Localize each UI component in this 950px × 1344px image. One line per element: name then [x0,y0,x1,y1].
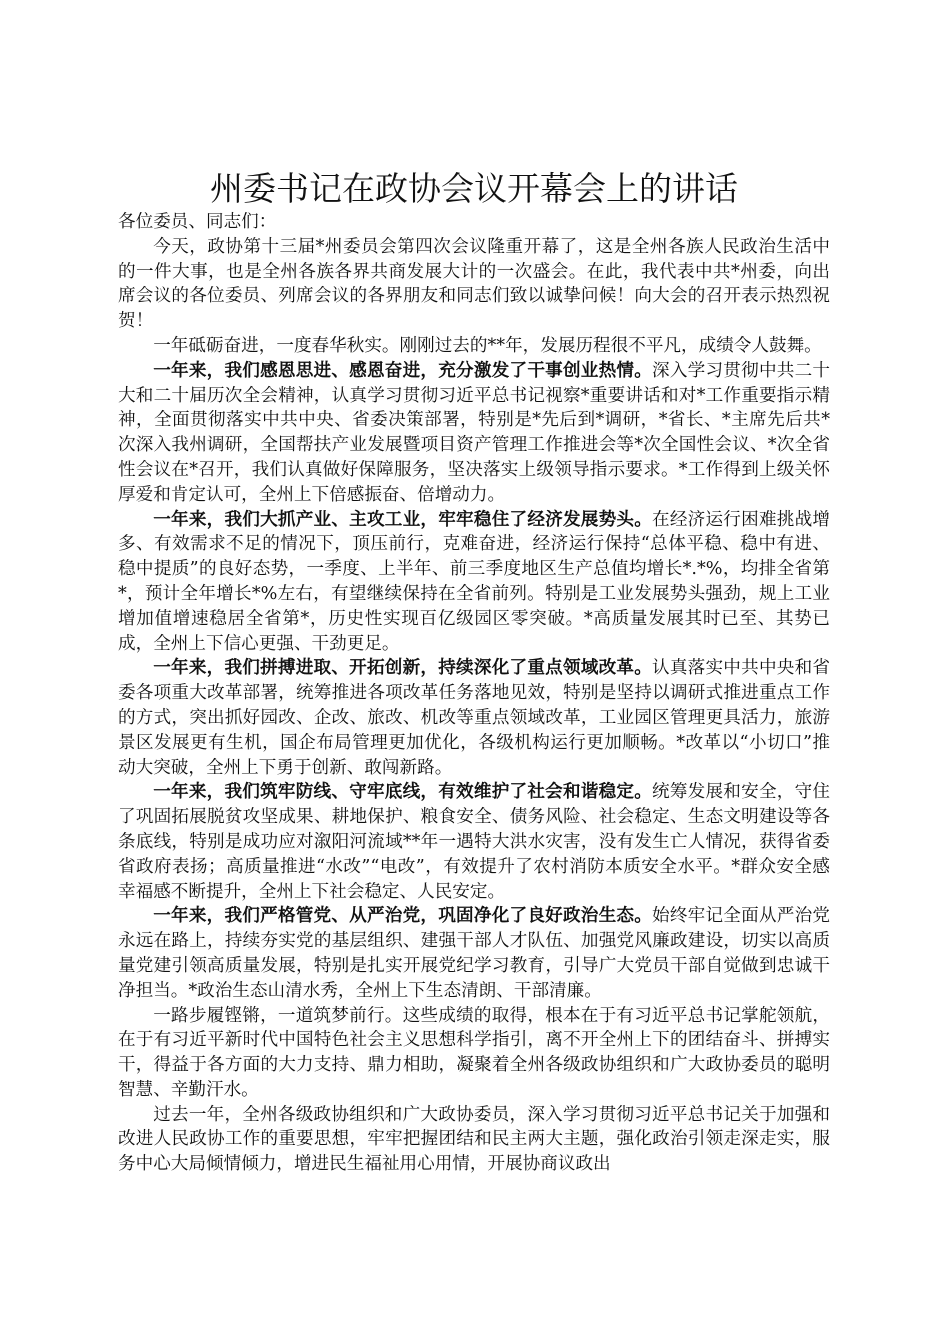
paragraph-text: 一路步履铿锵，一道筑梦前行。这些成绩的取得，根本在于有习近平总书记掌舵领航，在于有习近平新时代中国特色社会主义思想科学指引，离不开全州上下的团结奋斗、拼搏实干，得益于各方面的大力支持、鼎力相助，凝聚着全州各级政协组织和广大政协委员的聪明智慧、辛勤汗水。 [118,1005,830,1100]
document-title: 州委书记在政协会议开幕会上的讲话 [210,169,738,208]
paragraph-text: 在经济运行困难挑战增多、有效需求不足的情况下，顶压前行，克难奋进，经济运行保持“总体平稳、稳中有进、稳中提质”的良好态势，一季度、上半年、前三季度地区生产总值均增长*.*%，均排全省第*，预计全年增长*%左右，有望继续保持在全省前列。特别是工业发展势头强劲，规上工业增加值增速稳居全省第*，历史性实现百亿级园区零突破。*高质量发展其时已至、其势已成，全州上下信心更强、干劲更足。 [118,509,830,654]
document-body [118,168,830,1177]
paragraph-lead: 一年来，我们严格管党、从严治党，巩固净化了良好政治生态。 [153,905,653,927]
salutation: 各位委员、同志们： [118,212,277,232]
paragraph-lead: 一年来，我们拼搏进取、开拓创新，持续深化了重点领域改革。 [153,657,653,679]
paragraph-text: 始终牢记全面从严治党永远在路上，持续夯实党的基层组织、建强干部人才队伍、加强党风廉政建设，切实以高质量党建引领高质量发展，特别是扎实开展党纪学习教育，引导广大党员干部自觉做到忠诚干净担当。*政治生态山清水秀，全州上下生态清朗、干部清廉。 [118,906,830,1001]
paragraph-text: 过去一年，全州各级政协组织和广大政协委员，深入学习贯彻习近平总书记关于加强和改进人民政协工作的重要思想，牢牢把握团结和民主两大主题，强化政治引领走深走实，服务中心大局倾情倾力，增进民生福祉用心用情，开展协商议政出 [118,1104,830,1175]
paragraph-text: 认真落实中共中央和省委各项重大改革部署，统筹推进各项改革任务落地见效，特别是坚持以调研式推进重点工作的方式，突出抓好园改、企改、旅改、机改等重点领域改革，工业园区管理更具活力，旅游景区发展更有生机，国企布局管理更加优化，各级机构运行更加顺畅。*改革以“小切口”推动大突破，全州上下勇于创新、敢闯新路。 [118,658,830,778]
paragraph-2 [118,334,830,359]
paragraph-lead: 一年来，我们感恩思进、感恩奋进，充分激发了干事创业热情。 [153,359,653,381]
paragraph-lead: 一年来，我们筑牢防线、守牢底线，有效维护了社会和谐稳定。 [153,781,653,803]
paragraph-4 [118,508,830,657]
paragraph-3 [118,359,830,508]
paragraph-5 [118,656,830,780]
paragraph-8 [118,1004,830,1103]
paragraph-lead: 一年来，我们大抓产业、主攻工业，牢牢稳住了经济发展势头。 [153,508,653,530]
paragraph-text: 统筹发展和安全，守住了巩固拓展脱贫攻坚成果、耕地保护、粮食安全、债务风险、社会稳定、生态文明建设等各条底线，特别是成功应对溆阳河流域**年一遇特大洪水灾害，没有发生亡人情况，获得省委省政府表扬；高质量推进“水改”“电改”，有效提升了农村消防本质安全水平。*群众安全感幸福感不断提升，全州上下社会稳定、人民安定。 [118,782,830,902]
paragraph-text: 今天，政协第十三届*州委员会第四次会议隆重开幕了，这是全州各族人民政治生活中的一件大事，也是全州各族各界共商发展大计的一次盛会。在此，我代表中共*州委，向出席会议的各位委员、列席会议的各界朋友和同志们致以诚挚问候！向大会的召开表示热烈祝贺！ [118,236,830,332]
paragraph-7 [118,904,830,1003]
paragraph-6 [118,780,830,904]
paragraph-text: 深入学习贯彻中共二十大和二十届历次全会精神，认真学习贯彻习近平总书记视察*重要讲话和对*工作重要指示精神，全面贯彻落实中共中央、省委决策部署，特别是*先后到*调研，*省长、*主席先后共*次深入我州调研，全国帮扶产业发展暨项目资产管理工作推进会等*次全国性会议、*次全省性会议在*召开，我们认真做好保障服务，坚决落实上级领导指示要求。*工作得到上级关怀厚爱和肯定认可，全州上下倍感振奋、倍增动力。 [118,360,830,505]
paragraph-1 [118,235,830,334]
paragraph-9 [118,1103,830,1177]
paragraph-text: 一年砥砺奋进，一度春华秋实。刚刚过去的**年，发展历程很不平凡，成绩令人鼓舞。 [153,335,822,356]
